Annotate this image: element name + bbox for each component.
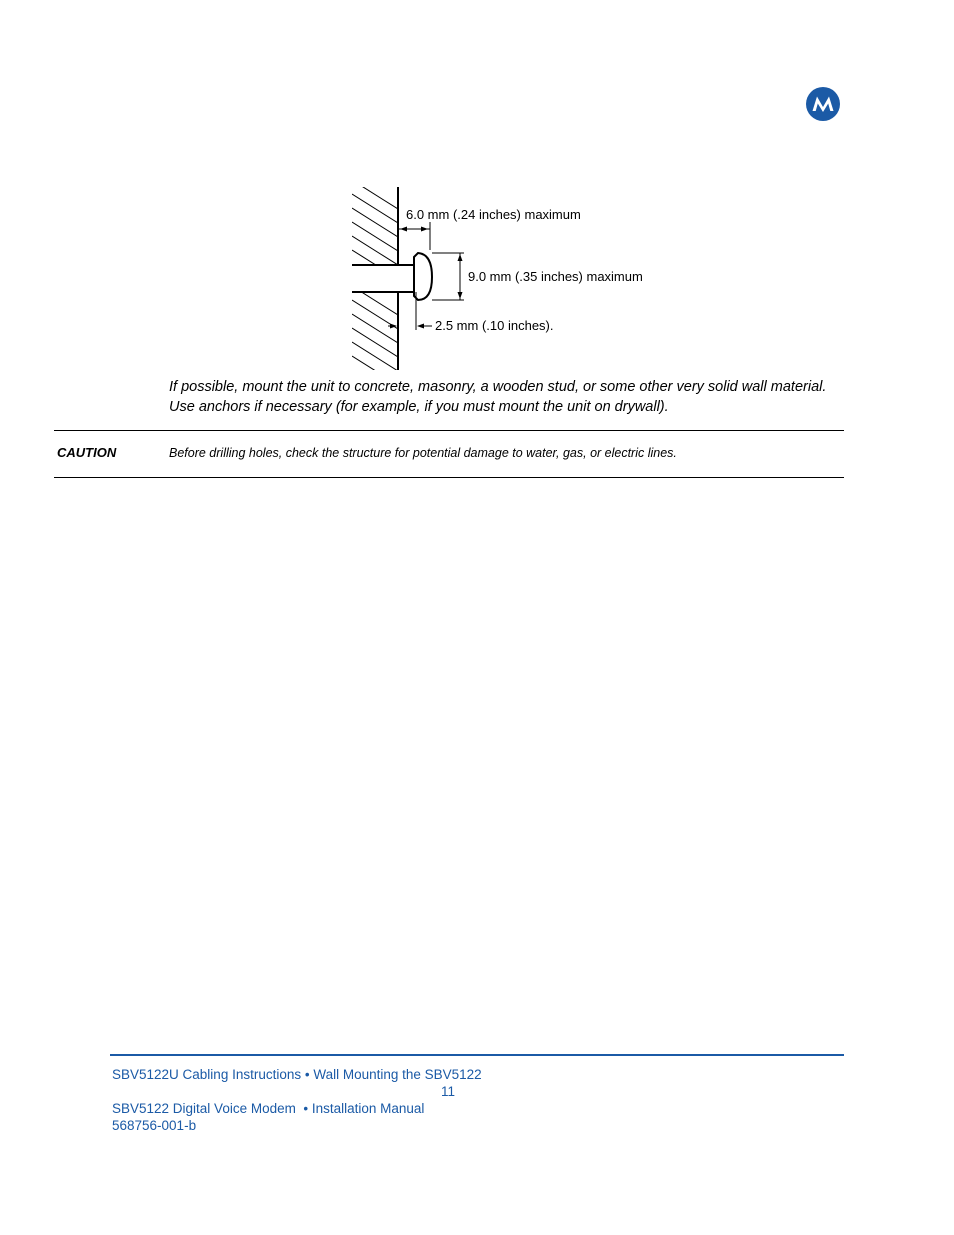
- caution-text: Before drilling holes, check the structure for potential damage to water, gas, or electric lines.: [169, 446, 677, 460]
- footer-chapter: SBV5122U Cabling Instructions • Wall Mounting the SBV5122: [112, 1067, 482, 1082]
- head-dimension-label: 9.0 mm (.35 inches) maximum: [468, 269, 643, 284]
- screw-mount-diagram: [340, 180, 700, 375]
- mounting-paragraph: If possible, mount the unit to concrete, masonry, a wooden stud, or some other very solid wall material. Use anchors if necessary (for example, if you must mount the unit on drywall).: [169, 379, 827, 415]
- screw-shaft: [352, 265, 418, 293]
- motorola-logo: [806, 87, 840, 121]
- footer-rule: [110, 1054, 844, 1056]
- screw-head: [414, 253, 432, 300]
- footer-doc-number: 568756-001-b: [112, 1118, 197, 1133]
- gap-dimension-label: 6.0 mm (.24 inches) maximum: [406, 207, 581, 222]
- caution-label: CAUTION: [57, 445, 117, 460]
- shaft-dimension-label: 2.5 mm (.10 inches).: [435, 318, 554, 333]
- footer-manual-title: SBV5122 Digital Voice Modem • Installation Manual: [112, 1101, 425, 1116]
- caution-top-rule: [54, 430, 844, 431]
- page-number: 11: [441, 1084, 456, 1099]
- caution-bottom-rule: [54, 477, 844, 478]
